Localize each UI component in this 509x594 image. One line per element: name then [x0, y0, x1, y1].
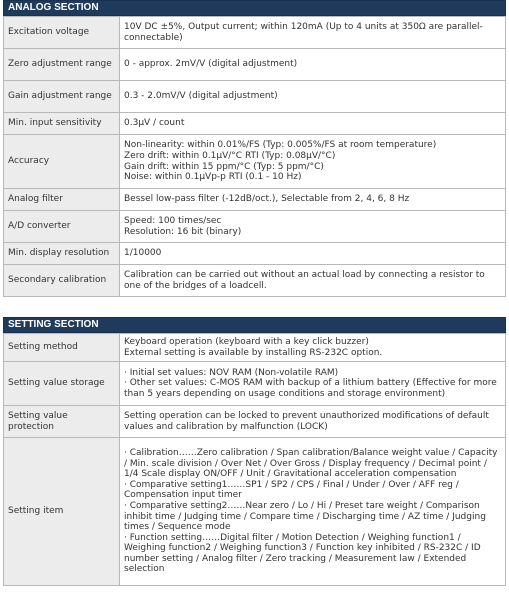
spec-label: Setting value storage: [4, 362, 120, 406]
spec-label: Analog filter: [4, 189, 120, 211]
spec-label: Excitation voltage: [4, 17, 120, 49]
spec-value-line: · Calibration……Zero calibration / Span calibration/Balance weight value / Capacity / Min. scale division / Over Net / Over Gross / Display frequency / Decimal point / 1/4 Scale display ON/OFF / Unit / Gravitational acceleration compensation: [124, 447, 498, 480]
spec-value-line: Non-linearity: within 0.01%/FS (Typ: 0.005%/FS at room temperature): [124, 140, 437, 151]
analog-section-header: ANALOG SECTION: [3, 0, 506, 16]
spec-value-line: Keyboard operation (keyboard with a key click buzzer): [124, 336, 369, 347]
analog-spec-row: [4, 81, 506, 113]
setting-spec-table: [3, 333, 506, 586]
analog-spec-row: [4, 135, 506, 189]
spec-label: Min. input sensitivity: [4, 113, 120, 135]
spec-label: Setting item: [4, 438, 120, 586]
spec-value-line: Calibration can be carried out without an actual load by connecting a resistor to one of the bridges of a loadcell.: [124, 269, 485, 291]
analog-spec-row: [4, 265, 506, 297]
setting-spec-row: [4, 334, 506, 362]
spec-value: [120, 438, 506, 586]
spec-value-line: Speed: 100 times/sec: [124, 215, 222, 226]
spec-value-line: Gain drift: within 15 ppm/°C (Typ: 5 ppm/°C): [124, 161, 324, 172]
analog-spec-row: [4, 49, 506, 81]
analog-section: [3, 0, 506, 297]
spec-value: [120, 81, 506, 113]
spec-label: Gain adjustment range: [4, 81, 120, 113]
spec-value: [120, 113, 506, 135]
spec-value-line: Noise: within 0.1μVp-p RTI (0.1 - 10 Hz): [124, 172, 302, 183]
analog-spec-row: [4, 189, 506, 211]
spec-value: [120, 49, 506, 81]
spec-value-line: Bessel low-pass filter (-12dB/oct.), Selectable from 2, 4, 6, 8 Hz: [124, 194, 410, 205]
spec-value-line: 0 - approx. 2mV/V (digital adjustment): [124, 59, 298, 70]
spec-value: [120, 265, 506, 297]
spec-value: [120, 189, 506, 211]
setting-spec-row: [4, 438, 506, 586]
setting-spec-row: [4, 362, 506, 406]
spec-value-line: 10V DC ±5%, Output current; within 120mA (Up to 4 units at 350Ω are parallel-connectable): [124, 21, 483, 43]
spec-label: Accuracy: [4, 135, 120, 189]
spec-label: Min. display resolution: [4, 243, 120, 265]
spec-value-line: 1/10000: [124, 248, 162, 259]
analog-spec-table: [3, 16, 506, 297]
spec-value-line: · Initial set values: NOV RAM (Non-volatile RAM): [124, 367, 339, 378]
setting-section-header: SETTING SECTION: [3, 317, 506, 333]
analog-spec-row: [4, 113, 506, 135]
spec-label: Setting method: [4, 334, 120, 362]
analog-spec-row: [4, 243, 506, 265]
spec-label: Secondary calibration: [4, 265, 120, 297]
spec-value: [120, 334, 506, 362]
spec-value: [120, 17, 506, 49]
spec-value-line: · Comparative setting2……Near zero / Lo / Hi / Preset tare weight / Comparison inhibit time / Judging time / Compare time / Discharging time / AZ time / Judging times / Sequence mode: [124, 500, 486, 533]
spec-value: [120, 362, 506, 406]
spec-value-line: Setting operation can be locked to prevent unauthorized modifications of default values and calibration by malfunction (LOCK): [124, 410, 489, 432]
setting-spec-row: [4, 406, 506, 438]
spec-value: [120, 406, 506, 438]
spec-value-line: 0.3 - 2.0mV/V (digital adjustment): [124, 91, 278, 102]
spec-value: [120, 243, 506, 265]
spec-value-line: · Comparative setting1……SP1 / SP2 / CPS / Final / Under / Over / AFF reg / Compensation input timer: [124, 479, 459, 501]
spec-value-line: · Function setting……Digital filter / Motion Detection / Weighing function1 / Weighing function2 / Weighing function3 / Function key inhibited / RS-232C / ID number setting / Analog filter / Zero tracking / Measurement law / Extended selection: [124, 532, 481, 575]
spec-label: Zero adjustment range: [4, 49, 120, 81]
spec-label: A/D converter: [4, 211, 120, 243]
analog-spec-row: [4, 211, 506, 243]
spec-value: [120, 211, 506, 243]
spec-label: Setting value protection: [4, 406, 120, 438]
analog-spec-row: [4, 17, 506, 49]
spec-value-line: Zero drift: within 0.1μV/°C RTI (Typ: 0.08μV/°C): [124, 150, 336, 161]
spec-value-line: Resolution: 16 bit (binary): [124, 226, 242, 237]
spec-value-line: External setting is available by installing RS-232C option.: [124, 347, 383, 358]
spec-value: [120, 135, 506, 189]
spec-value-line: 0.3μV / count: [124, 118, 185, 129]
setting-section: [3, 317, 506, 586]
spec-value-line: · Other set values: C-MOS RAM with backup of a lithium battery (Effective for more than 5 years depending on usage conditions and storage environment): [124, 378, 497, 399]
